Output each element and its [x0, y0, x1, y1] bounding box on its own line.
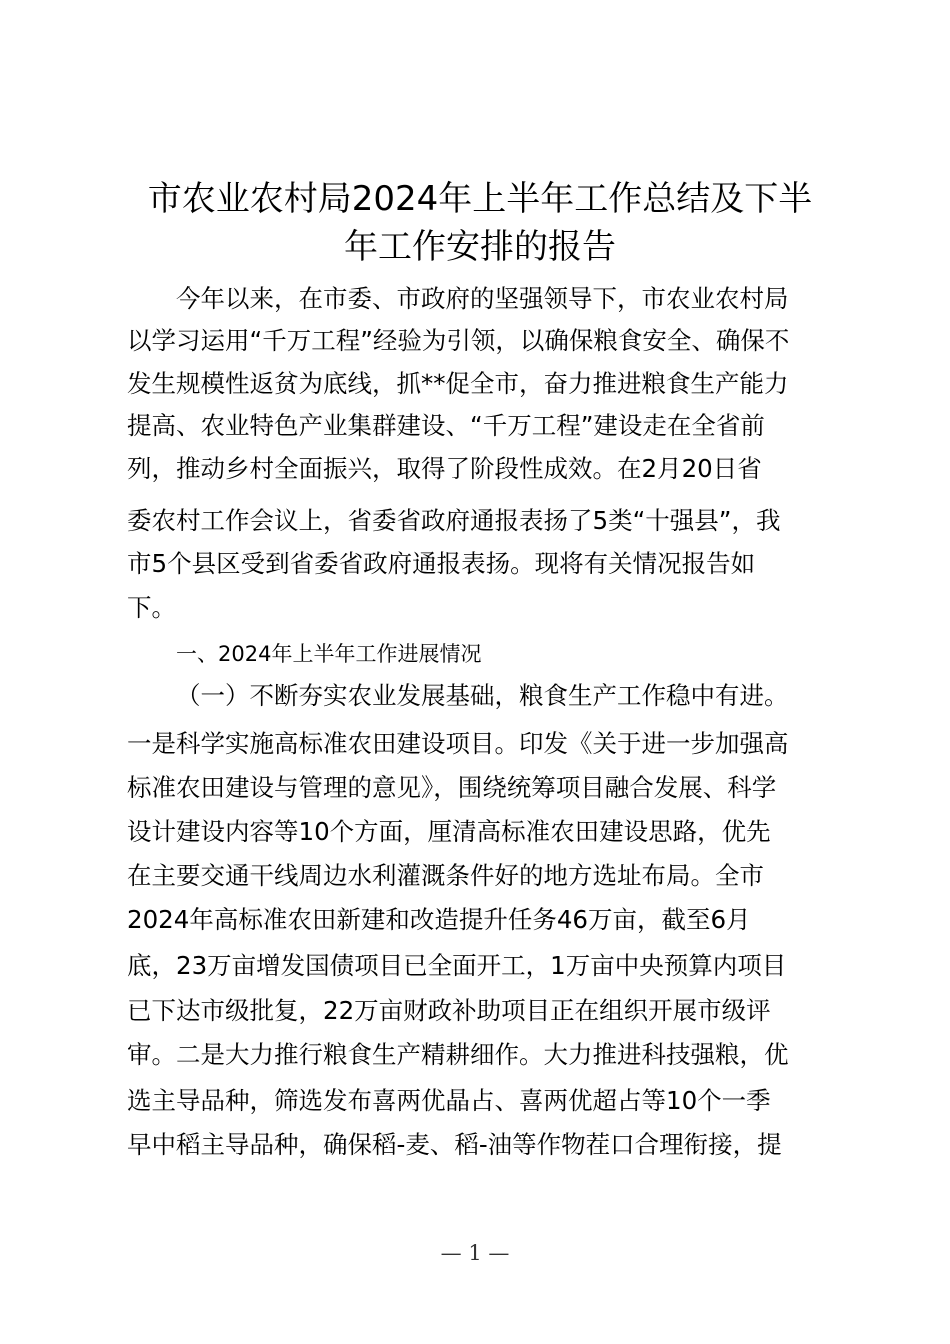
paragraph-line: 早中稻主导品种，确保稻-麦、稻-油等作物茬口合理衔接，提 [127, 1130, 782, 1159]
paragraph-line: 市5个县区受到省委省政府通报表扬。现将有关情况报告如 [127, 549, 756, 578]
paragraph-line: 下。 [127, 593, 176, 622]
paragraph-line: 审。二是大力推行粮食生产精耕细作。大力推进科技强粮，优 [127, 1040, 789, 1069]
paragraph-line: 2024年高标准农田新建和改造提升任务46万亩，截至6月 [127, 905, 751, 934]
paragraph-line: 提高、农业特色产业集群建设、“千万工程”建设走在全省前 [127, 411, 765, 440]
paragraph-line: 一是科学实施高标准农田建设项目。印发《关于进一步加强高 [127, 729, 789, 758]
paragraph-line: 发生规模性返贫为底线，抓**促全市，奋力推进粮食生产能力 [127, 369, 789, 398]
paragraph-line: 列，推动乡村全面振兴，取得了阶段性成效。在2月20日省 [127, 454, 762, 483]
paragraph-line: 选主导品种，筛选发布喜两优晶占、喜两优超占等10个一季 [127, 1086, 771, 1115]
section-heading: 一、2024年上半年工作进展情况 [176, 642, 482, 666]
paragraph-line: 委农村工作会议上，省委省政府通报表扬了5类“十强县”，我 [127, 506, 781, 535]
paragraph-line: 以学习运用“千万工程”经验为引领，以确保粮食安全、确保不 [127, 326, 790, 355]
paragraph-line: 今年以来，在市委、市政府的坚强领导下，市农业农村局 [176, 284, 789, 313]
page-number: — 1 — [440, 1241, 510, 1265]
paragraph-line: 已下达市级批复，22万亩财政补助项目正在组织开展市级评 [127, 996, 771, 1025]
subsection-heading: （一）不断夯实农业发展基础，粮食生产工作稳中有进。 [176, 681, 789, 710]
document-title-line-1: 市农业农村局2024年上半年工作总结及下半 [147, 179, 813, 219]
paragraph-line: 设计建设内容等10个方面，厘清高标准农田建设思路，优先 [127, 817, 771, 846]
paragraph-line: 在主要交通干线周边水利灌溉条件好的地方选址布局。全市 [127, 861, 764, 890]
paragraph-line: 标准农田建设与管理的意见》，围绕统筹项目融合发展、科学 [127, 773, 777, 802]
paragraph-line: 底，23万亩增发国债项目已全面开工，1万亩中央预算内项目 [127, 951, 787, 980]
document-title-line-2: 年工作安排的报告 [344, 227, 616, 267]
